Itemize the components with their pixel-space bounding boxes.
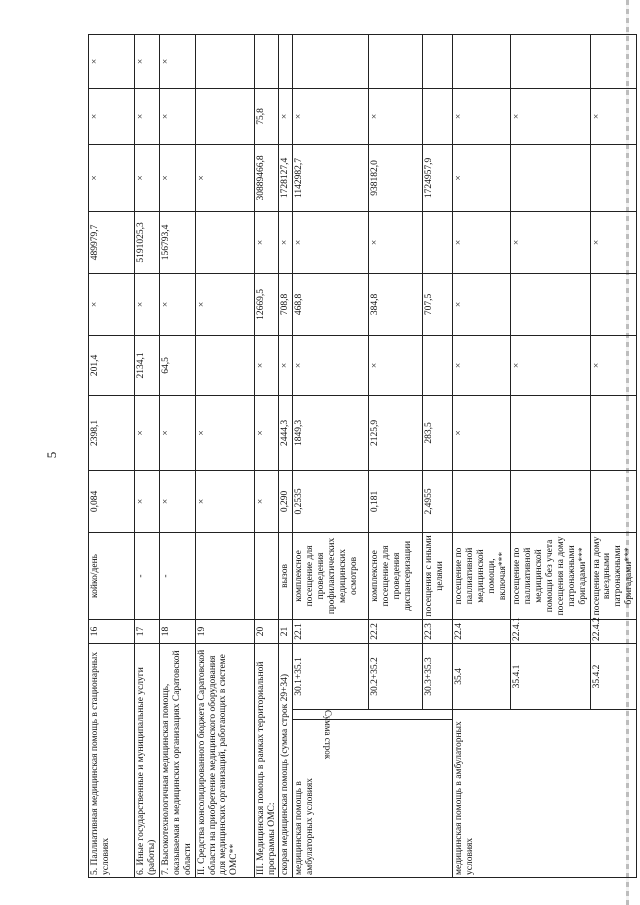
row-value-3: × bbox=[254, 335, 279, 395]
row-name: медицинская помощь в амбулаторных условиях bbox=[293, 720, 453, 878]
table-row bbox=[159, 34, 195, 877]
row-value-7: × bbox=[89, 88, 135, 144]
row-value-6: × bbox=[159, 144, 195, 211]
row-line: 22.2 bbox=[369, 619, 423, 643]
row-value-5: 489979,7 bbox=[89, 211, 135, 273]
row-value-5: × bbox=[590, 211, 637, 273]
row-value-6: 1724957,9 bbox=[423, 144, 453, 211]
row-value-6: × bbox=[195, 144, 254, 211]
row-value-5 bbox=[423, 211, 453, 273]
row-value-4: × bbox=[195, 273, 254, 335]
row-value-8 bbox=[195, 34, 254, 88]
row-name: II. Средства консолидированного бюджета Саратовской области на приобретение медицинского оборудования для медицинских организаций, работающих в системе ОМС** bbox=[195, 643, 254, 877]
row-line: 19 bbox=[195, 619, 254, 643]
row-value-1 bbox=[453, 470, 511, 532]
row-unit: посещения с иными целями bbox=[423, 532, 453, 619]
row-formula: 35.4.2 bbox=[590, 643, 637, 709]
row-value-2: × bbox=[453, 395, 511, 470]
row-line: 22.4 bbox=[453, 619, 511, 643]
row-value-7: × bbox=[453, 88, 511, 144]
sum-note: Сумма строк bbox=[323, 710, 334, 760]
row-value-1: × bbox=[254, 470, 279, 532]
row-value-7: × bbox=[590, 88, 637, 144]
row-value-1: 2,4955 bbox=[423, 470, 453, 532]
row-line: 18 bbox=[159, 619, 195, 643]
row-value-2: × bbox=[195, 395, 254, 470]
row-unit: посещение на дому выездными патронажными бригадами*** bbox=[590, 532, 637, 619]
table-row bbox=[135, 34, 160, 877]
row-unit: комплексное посещение для проведения профилактических медицинских осмотров bbox=[293, 532, 369, 619]
row-value-8 bbox=[453, 34, 511, 88]
row-value-1: × bbox=[195, 470, 254, 532]
row-value-1: 0,181 bbox=[369, 470, 423, 532]
row-value-3: × bbox=[511, 335, 590, 395]
row-value-3: × bbox=[453, 335, 511, 395]
row-line: 22.4.2 bbox=[590, 619, 637, 643]
row-value-1 bbox=[511, 470, 590, 532]
row-value-7: × bbox=[279, 88, 293, 144]
row-value-5: × bbox=[254, 211, 279, 273]
row-value-8 bbox=[511, 34, 590, 88]
row-value-6: 1142982,7 bbox=[293, 144, 369, 211]
row-unit: комплексное посещение для проведения диспансеризации bbox=[369, 532, 423, 619]
row-value-1: × bbox=[159, 470, 195, 532]
row-line: 22.4.1 bbox=[511, 619, 590, 643]
row-value-1: 0,084 bbox=[89, 470, 135, 532]
row-value-3: × bbox=[369, 335, 423, 395]
row-value-3: × bbox=[279, 335, 293, 395]
row-value-8 bbox=[369, 34, 423, 88]
row-value-2: 2125,9 bbox=[369, 395, 423, 470]
row-unit: посещение по паллиативной медицинской помощи, включая*** bbox=[453, 532, 511, 619]
row-value-5: × bbox=[293, 211, 369, 273]
row-line: 22.3 bbox=[423, 619, 453, 643]
row-formula: 35.4 bbox=[453, 643, 511, 709]
row-value-6 bbox=[511, 144, 590, 211]
table-row bbox=[293, 34, 369, 877]
row-value-2: × bbox=[135, 395, 160, 470]
row-line: 17 bbox=[135, 619, 160, 643]
row-value-3: 201,4 bbox=[89, 335, 135, 395]
row-value-1: × bbox=[135, 470, 160, 532]
row-value-2: × bbox=[254, 395, 279, 470]
row-value-3 bbox=[423, 335, 453, 395]
row-value-6: × bbox=[135, 144, 160, 211]
row-unit: - bbox=[159, 532, 195, 619]
row-formula: 30.3+35.3 bbox=[423, 643, 453, 709]
row-value-6: × bbox=[453, 144, 511, 211]
table-row bbox=[279, 34, 293, 877]
row-value-5: × bbox=[453, 211, 511, 273]
row-unit: посещение по паллиативной медицинской помощи без учета посещения на дому патронажными бригадами*** bbox=[511, 532, 590, 619]
row-value-4: 468,8 bbox=[293, 273, 369, 335]
row-value-3: × bbox=[293, 335, 369, 395]
row-value-7: × bbox=[135, 88, 160, 144]
row-value-2: 2444,3 bbox=[279, 395, 293, 470]
table-viewport bbox=[88, 35, 635, 878]
row-value-3: × bbox=[590, 335, 637, 395]
row-unit: вызов bbox=[279, 532, 293, 619]
row-value-2 bbox=[511, 395, 590, 470]
row-value-8 bbox=[590, 34, 637, 88]
row-value-7 bbox=[195, 88, 254, 144]
row-value-5: × bbox=[369, 211, 423, 273]
row-value-4 bbox=[511, 273, 590, 335]
row-value-8 bbox=[254, 34, 279, 88]
row-value-4: × bbox=[89, 273, 135, 335]
row-value-5: × bbox=[511, 211, 590, 273]
row-value-8: × bbox=[159, 34, 195, 88]
row-value-6: 938182,0 bbox=[369, 144, 423, 211]
row-unit bbox=[254, 532, 279, 619]
row-value-4: 12669,5 bbox=[254, 273, 279, 335]
row-value-4 bbox=[590, 273, 637, 335]
row-value-3: 2134,1 bbox=[135, 335, 160, 395]
row-value-8: × bbox=[135, 34, 160, 88]
row-name: III. Медицинская помощь в рамках территориальной программы ОМС: bbox=[254, 643, 279, 877]
row-value-4: × bbox=[159, 273, 195, 335]
row-value-1: 0,2535 bbox=[293, 470, 369, 532]
row-value-1: 0,290 bbox=[279, 470, 293, 532]
row-line: 16 bbox=[89, 619, 135, 643]
row-value-2: × bbox=[159, 395, 195, 470]
table-row bbox=[195, 34, 254, 877]
row-value-8 bbox=[423, 34, 453, 88]
row-value-6 bbox=[590, 144, 637, 211]
table-row bbox=[254, 34, 279, 877]
row-value-6: 30889466,8 bbox=[254, 144, 279, 211]
row-value-7: × bbox=[293, 88, 369, 144]
row-name: медицинская помощь в амбулаторных условиях bbox=[453, 710, 637, 878]
row-value-6: 1728127,4 bbox=[279, 144, 293, 211]
row-value-4: 707,5 bbox=[423, 273, 453, 335]
row-line: 21 bbox=[279, 619, 293, 643]
row-value-2: 1849,3 bbox=[293, 395, 369, 470]
row-value-6: × bbox=[89, 144, 135, 211]
row-value-4: 708,8 bbox=[279, 273, 293, 335]
row-value-4: × bbox=[135, 273, 160, 335]
row-value-5: × bbox=[279, 211, 293, 273]
page-number: 5 bbox=[44, 451, 59, 459]
row-name: 5. Паллиативная медицинская помощь в стационарных условиях bbox=[89, 643, 135, 877]
row-value-3 bbox=[195, 335, 254, 395]
row-line: 22.1 bbox=[293, 619, 369, 643]
sum-note-cell bbox=[293, 710, 453, 760]
row-value-2: 2398,1 bbox=[89, 395, 135, 470]
row-value-5 bbox=[195, 211, 254, 273]
program-cost-table bbox=[88, 34, 637, 878]
table-row bbox=[453, 34, 511, 877]
row-line: 20 bbox=[254, 619, 279, 643]
row-name: 6. Иные государственные и муниципальные услуги (работы) bbox=[135, 643, 160, 877]
row-value-4: 384,8 bbox=[369, 273, 423, 335]
row-value-1 bbox=[590, 470, 637, 532]
row-unit bbox=[195, 532, 254, 619]
row-value-7: × bbox=[511, 88, 590, 144]
table-row bbox=[89, 34, 135, 877]
row-value-2: 283,5 bbox=[423, 395, 453, 470]
row-value-5: 5191025,3 bbox=[135, 211, 160, 273]
row-value-8 bbox=[293, 34, 369, 88]
row-value-7 bbox=[423, 88, 453, 144]
row-unit: - bbox=[135, 532, 160, 619]
row-name: скорая медицинская помощь (сумма строк 29+34) bbox=[279, 643, 293, 877]
row-formula: 30.2+35.2 bbox=[369, 643, 423, 709]
row-formula: 35.4.1 bbox=[511, 643, 590, 709]
row-value-3: 64,5 bbox=[159, 335, 195, 395]
row-unit: койко/день bbox=[89, 532, 135, 619]
row-value-8: × bbox=[89, 34, 135, 88]
row-name: 7. Высокотехнологичная медицинская помощь, оказываемая в медицинских организациях Саратовской области bbox=[159, 643, 195, 877]
row-value-7: × bbox=[159, 88, 195, 144]
row-value-7: 75,8 bbox=[254, 88, 279, 144]
row-value-7: × bbox=[369, 88, 423, 144]
row-value-8 bbox=[279, 34, 293, 88]
row-value-2 bbox=[590, 395, 637, 470]
row-value-4: × bbox=[453, 273, 511, 335]
row-value-5: 156793,4 bbox=[159, 211, 195, 273]
row-formula: 30.1+35.1 bbox=[293, 643, 369, 709]
